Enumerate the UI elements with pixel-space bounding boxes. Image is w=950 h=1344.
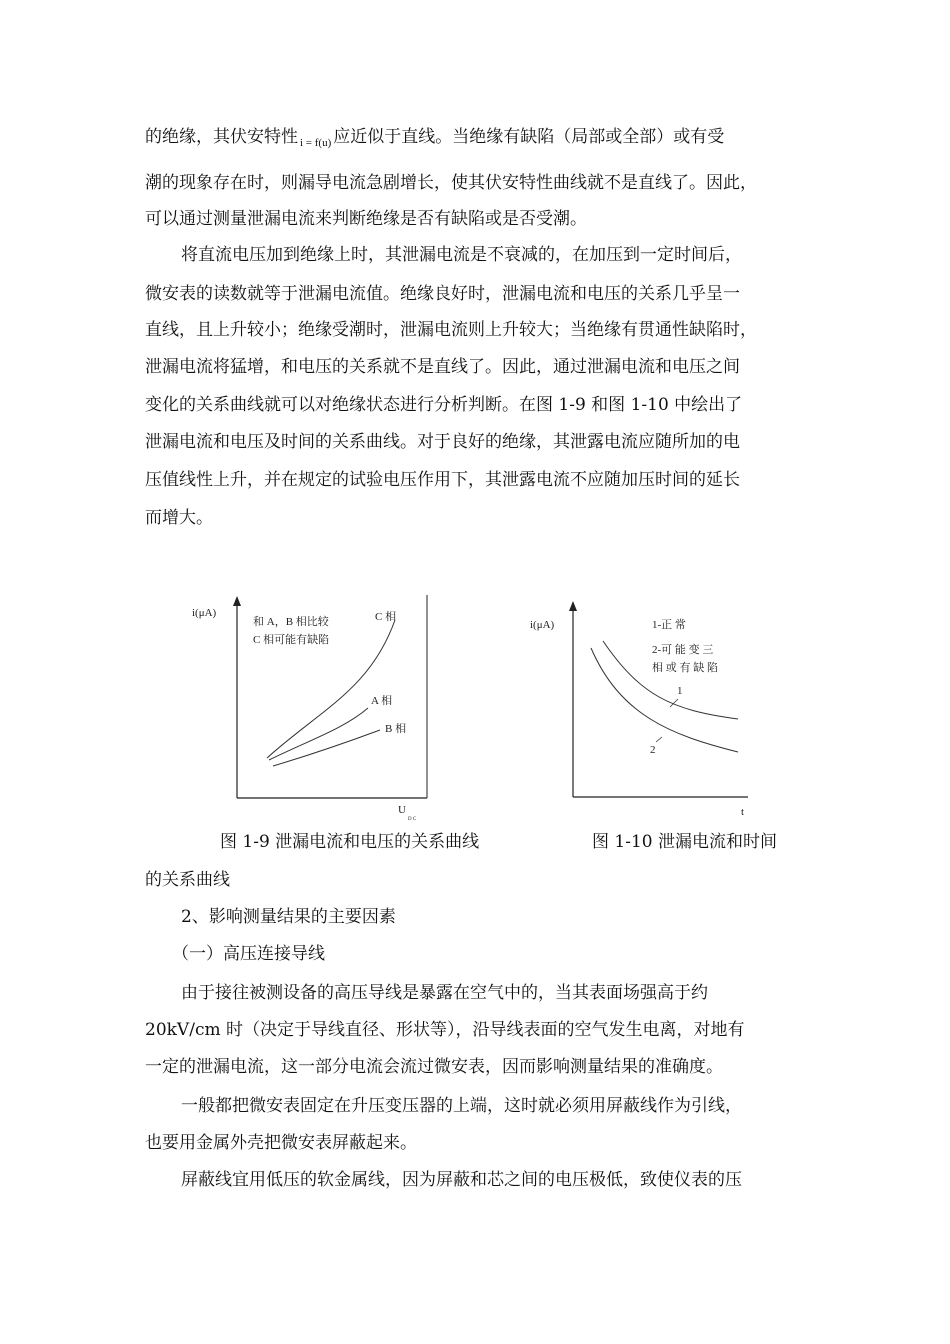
text-line: 将直流电压加到绝缘上时，其泄漏电流是不衰减的，在加压到一定时间后，	[181, 245, 742, 265]
text-line: 也要用金属外壳把微安表屏蔽起来。	[145, 1133, 417, 1153]
text-line: 屏蔽线宜用低压的软金属线，因为屏蔽和芯之间的电压极低，致使仪表的压	[181, 1170, 742, 1190]
y-axis-label: i(μA)	[192, 607, 217, 619]
figure-caption: 图 1-10 泄漏电流和时间	[592, 832, 777, 852]
legend-line: 2-可 能 变 三	[652, 644, 714, 656]
curve-a-label: A 相	[371, 695, 393, 707]
figure-voltage-curve	[180, 590, 440, 830]
figure-caption-cont: 的关系曲线	[145, 870, 230, 890]
curve-c-label: C 相	[375, 611, 397, 623]
note-line: C 相可能有缺陷	[253, 634, 330, 646]
text-line: 微安表的读数就等于泄漏电流值。绝缘良好时，泄漏电流和电压的关系几乎呈一	[145, 284, 740, 304]
note-line: 和 A，B 相比较	[253, 616, 329, 628]
text-line	[145, 127, 724, 149]
text-line: 而增大。	[145, 508, 213, 528]
section-heading: 2、影响测量结果的主要因素	[181, 907, 396, 927]
x-axis-subscript: D C	[408, 817, 417, 822]
figure-caption: 图 1-9 泄漏电流和电压的关系曲线	[220, 832, 480, 852]
x-axis-label: t	[741, 806, 745, 818]
text-line: 由于接往被测设备的高压导线是暴露在空气中的，当其表面场强高于约	[181, 983, 708, 1003]
text-line: 一般都把微安表固定在升压变压器的上端，这时就必须用屏蔽线作为引线，	[181, 1096, 742, 1116]
legend-line: 1-正 常	[652, 619, 686, 631]
curve-1-label: 1	[677, 685, 683, 697]
figure-time-curve	[520, 595, 760, 830]
text-segment: 的绝缘，其伏安特性	[145, 127, 298, 147]
text-line: 变化的关系曲线就可以对绝缘状态进行分析判断。在图 1-9 和图 1-10 中绘出了	[145, 395, 743, 415]
text-segment: 应近似于直线。当绝缘有缺陷（局部或全部）或有受	[333, 127, 725, 147]
text-line: 直线，且上升较小；绝缘受潮时，泄漏电流则上升较大；当绝缘有贯通性缺陷时，	[145, 320, 757, 340]
text-line: 一定的泄漏电流，这一部分电流会流过微安表，因而影响测量结果的准确度。	[145, 1057, 723, 1077]
text-line: 潮的现象存在时，则漏导电流急剧增长，使其伏安特性曲线就不是直线了。因此，	[145, 173, 757, 193]
curve-b-label: B 相	[385, 723, 407, 735]
text-line: 泄漏电流将猛增，和电压的关系就不是直线了。因此，通过泄漏电流和电压之间	[145, 357, 740, 377]
formula-inline: i = f(u)	[300, 137, 332, 149]
text-line: 泄漏电流和电压及时间的关系曲线。对于良好的绝缘，其泄露电流应随所加的电	[145, 432, 740, 452]
text-line: 压值线性上升，并在规定的试验电压作用下，其泄露电流不应随加压时间的延长	[145, 470, 740, 490]
text-line: 可以通过测量泄漏电流来判断绝缘是否有缺陷或是否受潮。	[145, 209, 587, 229]
x-axis-label: U	[398, 804, 406, 816]
y-axis-label: i(μA)	[530, 619, 555, 631]
curve-2-label: 2	[650, 744, 656, 756]
legend-line: 相 或 有 缺 陷	[652, 662, 718, 674]
curve-b	[273, 730, 380, 766]
text-line: 20kV/cm 时（决定于导线直径、形状等），沿导线表面的空气发生电离，对地有	[145, 1020, 745, 1040]
subsection-heading: （一）高压连接导线	[172, 944, 325, 964]
